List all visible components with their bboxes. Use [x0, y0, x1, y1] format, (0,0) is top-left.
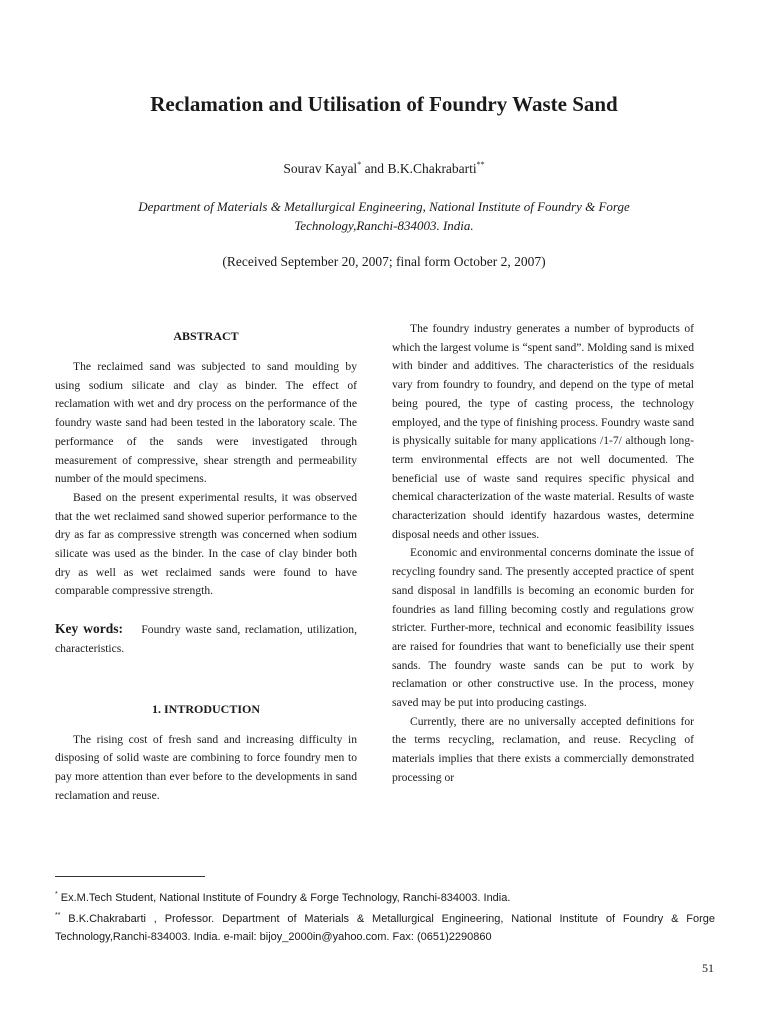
body-paragraph: Economic and environmental concerns dominate the issue of recycling foundry sand. The presently accepted practice of spent sand disposal in landfills is becoming an economic burden for foundries as land filling becoming costly and regulations grow stricter. Further-more, technical and economic feasibility issues are raised for foundries that want to beneficially use their spent sands. The foundry waste sands can be put to work by reclamation or other constructive use. In the process, money saved may be put into producing castings.	[392, 546, 694, 710]
author-name: B.K.Chakrabarti	[387, 161, 477, 176]
footnote	[55, 907, 715, 946]
page-number: 51	[702, 961, 714, 975]
abstract-heading: ABSTRACT	[173, 329, 239, 343]
abstract-paragraph: The reclaimed sand was subjected to sand moulding by using sodium silicate and clay as binder. The effect of reclamation with wet and dry process on the performance of the foundry waste sand had been tested in the laboratory scale. The performance of the sands were investigated through measurement of compressive, shear strength and permeability number of the mould specimens.	[55, 360, 357, 486]
body-paragraph: The foundry industry generates a number of byproducts of which the largest volume is “spent sand”. Molding sand is mixed with binder and additives. The characteristics of the residuals vary from foundry to foundry, and depend on the type of metal being poured, the type of casting process, the technology employed, and the type of finishing process. Foundry waste sand is physically suitable for many applications /1-7/ although long-term environmental effects are not well documented. The beneficial use of waste sand requires specific physical and chemical characterization of the waste material. Results of waste characterization should identify hazardous wastes, determine disposal needs and other issues.	[392, 322, 694, 541]
affiliation: Department of Materials & Metallurgical Engineering, National Institute of Foundry & Forge Technology,Ranchi-834003. India.	[138, 199, 630, 233]
footnote-mark: *	[55, 891, 58, 898]
left-column	[55, 320, 357, 805]
keywords-text: Foundry waste sand, reclamation, utilization, characteristics.	[55, 623, 357, 655]
received-dates: (Received September 20, 2007; final form October 2, 2007)	[222, 254, 546, 269]
author-footnote-mark: *	[357, 160, 362, 169]
body-paragraph: Currently, there are no universally accepted definitions for the terms recycling, reclamation, and reuse. Recycling of materials implies that there exists a commercially demonstrated processing or	[392, 714, 694, 784]
abstract-paragraph: Based on the present experimental results, it was observed that the wet reclaimed sand showed superior performance to the dry as far as compressive strength was concerned when sodium silicate was used as the binder. In the case of clay binder both dry as well as wet reclaimed sands were found to have comparable compressive strength.	[55, 490, 357, 598]
author-name: Sourav Kayal	[283, 161, 358, 176]
footnote-text: B.K.Chakrabarti , Professor. Department of Materials & Metallurgical Engineering, National Institute of Foundry & Forge Technology,Ranchi-834003. India. e-mail: bijoy_2000in@yahoo.com. Fax: (0651)2290860	[55, 913, 715, 943]
footnote	[55, 886, 715, 907]
footnote-rule	[55, 876, 205, 877]
keywords-label: Key words:	[55, 621, 124, 637]
right-column	[392, 320, 694, 788]
keywords	[55, 620, 357, 658]
footnotes	[55, 886, 715, 946]
paper-title: Reclamation and Utilisation of Foundry Waste Sand	[150, 92, 618, 116]
introduction-heading: 1. INTRODUCTION	[151, 701, 260, 716]
introduction-paragraph: The rising cost of fresh sand and increasing difficulty in disposing of solid waste are combining to force foundry men to pay more attention than ever before to the developments in sand reclamation and reuse.	[55, 732, 357, 802]
author-connector: and	[361, 161, 388, 176]
section-spacer	[55, 659, 357, 693]
author-footnote-mark: **	[476, 160, 485, 169]
footnote-text: Ex.M.Tech Student, National Institute of Foundry & Forge Technology, Ranchi-834003. India.	[57, 892, 511, 904]
footnote-mark: **	[55, 912, 61, 919]
author-line	[0, 160, 768, 177]
